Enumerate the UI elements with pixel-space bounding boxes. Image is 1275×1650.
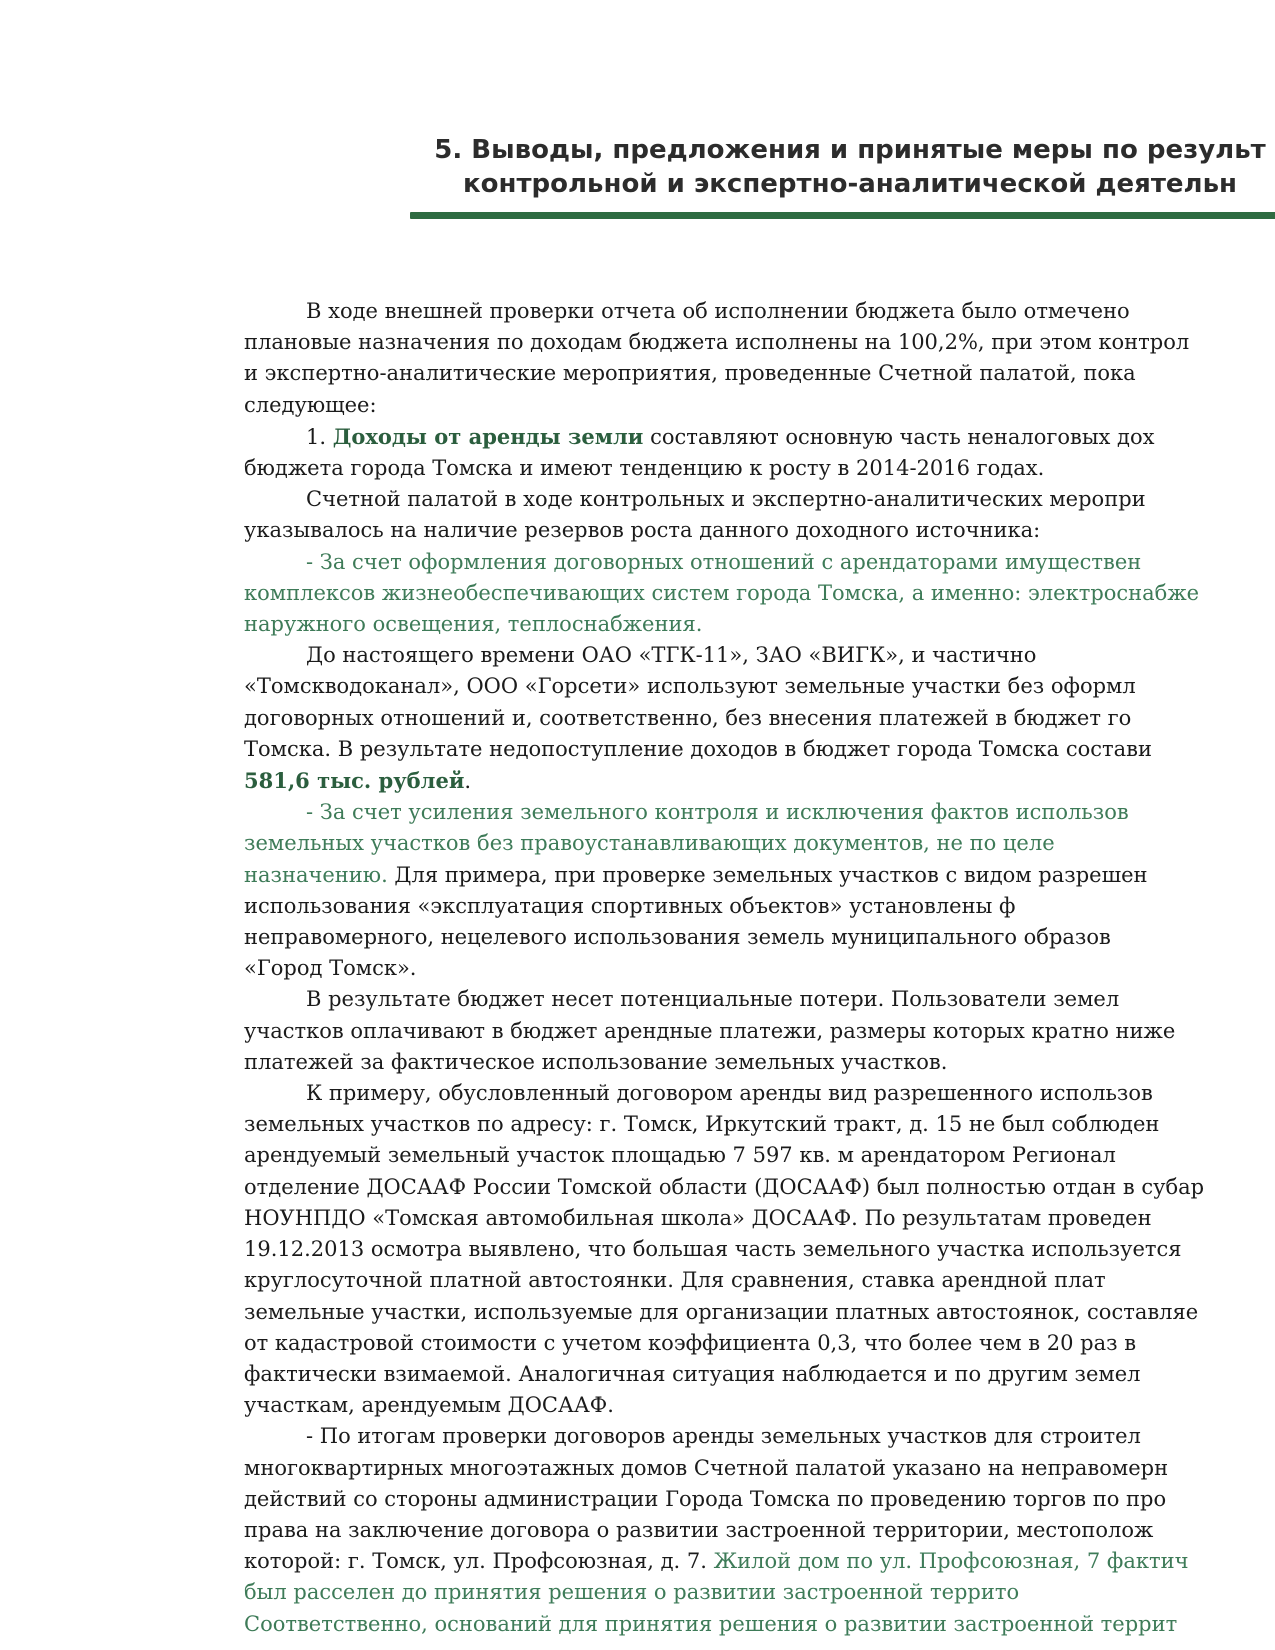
paragraph-reserves bbox=[244, 484, 1275, 546]
text-line: комплексов жизнеобеспечивающих систем города Томска, а именно: электроснабже bbox=[244, 580, 1200, 605]
text-line: указывалось на наличие резервов роста данного доходного источника: bbox=[244, 518, 1041, 543]
text-line: 19.12.2013 осмотра выявлено, что большая часть земельного участка используется bbox=[244, 1237, 1182, 1262]
document-body bbox=[244, 296, 1275, 1640]
text-line: неправомерного, нецелевого использования земель муниципального образов bbox=[244, 925, 1111, 950]
text-line: - По итогам проверки договоров аренды земельных участков для строител bbox=[306, 1424, 1141, 1449]
section-heading bbox=[410, 133, 1275, 201]
text-line: бюджета города Томска и имеют тенденцию к росту в 2014-2016 годах. bbox=[244, 456, 1045, 481]
text-line: - За счет усиления земельного контроля и исключения фактов использов bbox=[306, 800, 1129, 825]
text-line: До настоящего времени ОАО «ТГК-11», ЗАО «ВИГК», и частично bbox=[306, 643, 1037, 668]
paragraph-intro bbox=[244, 296, 1275, 421]
text-line: от кадастровой стоимости с учетом коэффициента 0,3, что более чем в 20 раз в bbox=[244, 1330, 1137, 1355]
text-line: многоквартирных многоэтажных домов Счетной палатой указано на неправомерн bbox=[244, 1455, 1169, 1480]
text-line: наружного освещения, теплоснабжения. bbox=[244, 612, 703, 637]
heading-underline bbox=[410, 212, 1275, 219]
text-line: В результате бюджет несет потенциальные потери. Пользователи земел bbox=[306, 987, 1120, 1012]
text-line: «Томскводоканал», ООО «Горсети» используют земельные участки без оформл bbox=[244, 674, 1136, 699]
text-line: плановые назначения по доходам бюджета исполнены на 100,2%, при этом контрол bbox=[244, 330, 1190, 355]
text-line: НОУНПДО «Томская автомобильная школа» ДОСААФ. По результатам проведен bbox=[244, 1205, 1152, 1230]
paragraph-contracts bbox=[244, 547, 1275, 641]
text-line: составляют основную часть неналоговых дох bbox=[643, 424, 1155, 449]
text-line: В ходе внешней проверки отчета об исполнении бюджета было отмечено bbox=[306, 299, 1130, 323]
text-line: круглосуточной платной автостоянки. Для сравнения, ставка арендной плат bbox=[244, 1268, 1106, 1293]
text-line: Соответственно, оснований для принятия решения о развитии застроенной террит bbox=[244, 1611, 1178, 1636]
highlight-land-rent: Доходы от аренды земли bbox=[332, 423, 644, 449]
text-line: действий со стороны администрации Города Томска по проведению торгов по про bbox=[244, 1486, 1167, 1511]
text-line: договорных отношений и, соответственно, без внесения платежей в бюджет го bbox=[244, 705, 1132, 730]
text-line: которой: г. Томск, ул. Профсоюзная, д. 7. bbox=[244, 1549, 714, 1574]
text-line: Томска. В результате недопоступление доходов в бюджет города Томска состави bbox=[244, 736, 1152, 761]
text-line: участкам, арендуемым ДОСААФ. bbox=[244, 1393, 614, 1418]
heading-line-2: контрольной и экспертно-аналитической деятельн bbox=[463, 169, 1237, 199]
text-line: «Город Томск». bbox=[244, 956, 417, 981]
text-line: участков оплачивают в бюджет арендные платежи, размеры которых кратно ниже bbox=[244, 1018, 1176, 1043]
text-line: и экспертно-аналитические мероприятия, проведенные Счетной палатой, пока bbox=[244, 361, 1136, 386]
text-line: Жилой дом по ул. Профсоюзная, 7 фактич bbox=[713, 1549, 1189, 1574]
paragraph-companies bbox=[244, 640, 1275, 797]
text-line: права на заключение договора о развитии застроенной территории, местополож bbox=[244, 1517, 1154, 1542]
highlight-amount: 581,6 тыс. рублей bbox=[244, 768, 465, 794]
text-line: следующее: bbox=[244, 392, 377, 417]
list-number: 1. bbox=[306, 424, 333, 449]
paragraph-land-control bbox=[244, 797, 1275, 984]
paragraph-land-rent bbox=[244, 421, 1275, 484]
text-line: К примеру, обусловленный договором аренды вид разрешенного использов bbox=[306, 1081, 1153, 1106]
text-line: - За счет оформления договорных отношений с арендаторами имуществен bbox=[306, 549, 1142, 574]
text-line: платежей за фактическое использование земельных участков. bbox=[244, 1049, 948, 1074]
text-line: земельные участки, используемые для организации платных автостоянок, составляе bbox=[244, 1299, 1199, 1324]
text-line: арендуемый земельный участок площадью 7 597 кв. м арендатором Регионал bbox=[244, 1143, 1116, 1168]
text-line: земельных участков по адресу: г. Томск, Иркутский тракт, д. 15 не был соблюден bbox=[244, 1112, 1160, 1137]
text-line: земельных участков без правоустанавливающих документов, не по целе bbox=[244, 831, 1055, 856]
text-line: Для примера, при проверке земельных участков с видом разрешен bbox=[387, 862, 1148, 887]
text-line: использования «эксплуатация спортивных объектов» установлены ф bbox=[244, 893, 1016, 918]
paragraph-apartment-buildings bbox=[244, 1421, 1275, 1639]
text-line: отделение ДОСААФ России Томской области (ДОСААФ) был полностью отдан в субар bbox=[244, 1174, 1205, 1199]
text-line: Счетной палатой в ходе контрольных и экспертно-аналитических меропри bbox=[306, 487, 1146, 512]
paragraph-losses bbox=[244, 984, 1275, 1078]
text-line: . bbox=[464, 769, 472, 794]
text-line: был расселен до принятия решения о развитии застроенной террито bbox=[244, 1580, 1020, 1605]
heading-line-1: 5. Выводы, предложения и принятые меры по результ bbox=[434, 135, 1266, 165]
text-line: фактически взимаемой. Аналогичная ситуация наблюдается и по другим земел bbox=[244, 1361, 1141, 1386]
paragraph-example bbox=[244, 1078, 1275, 1421]
text-line: назначению. bbox=[244, 862, 388, 887]
